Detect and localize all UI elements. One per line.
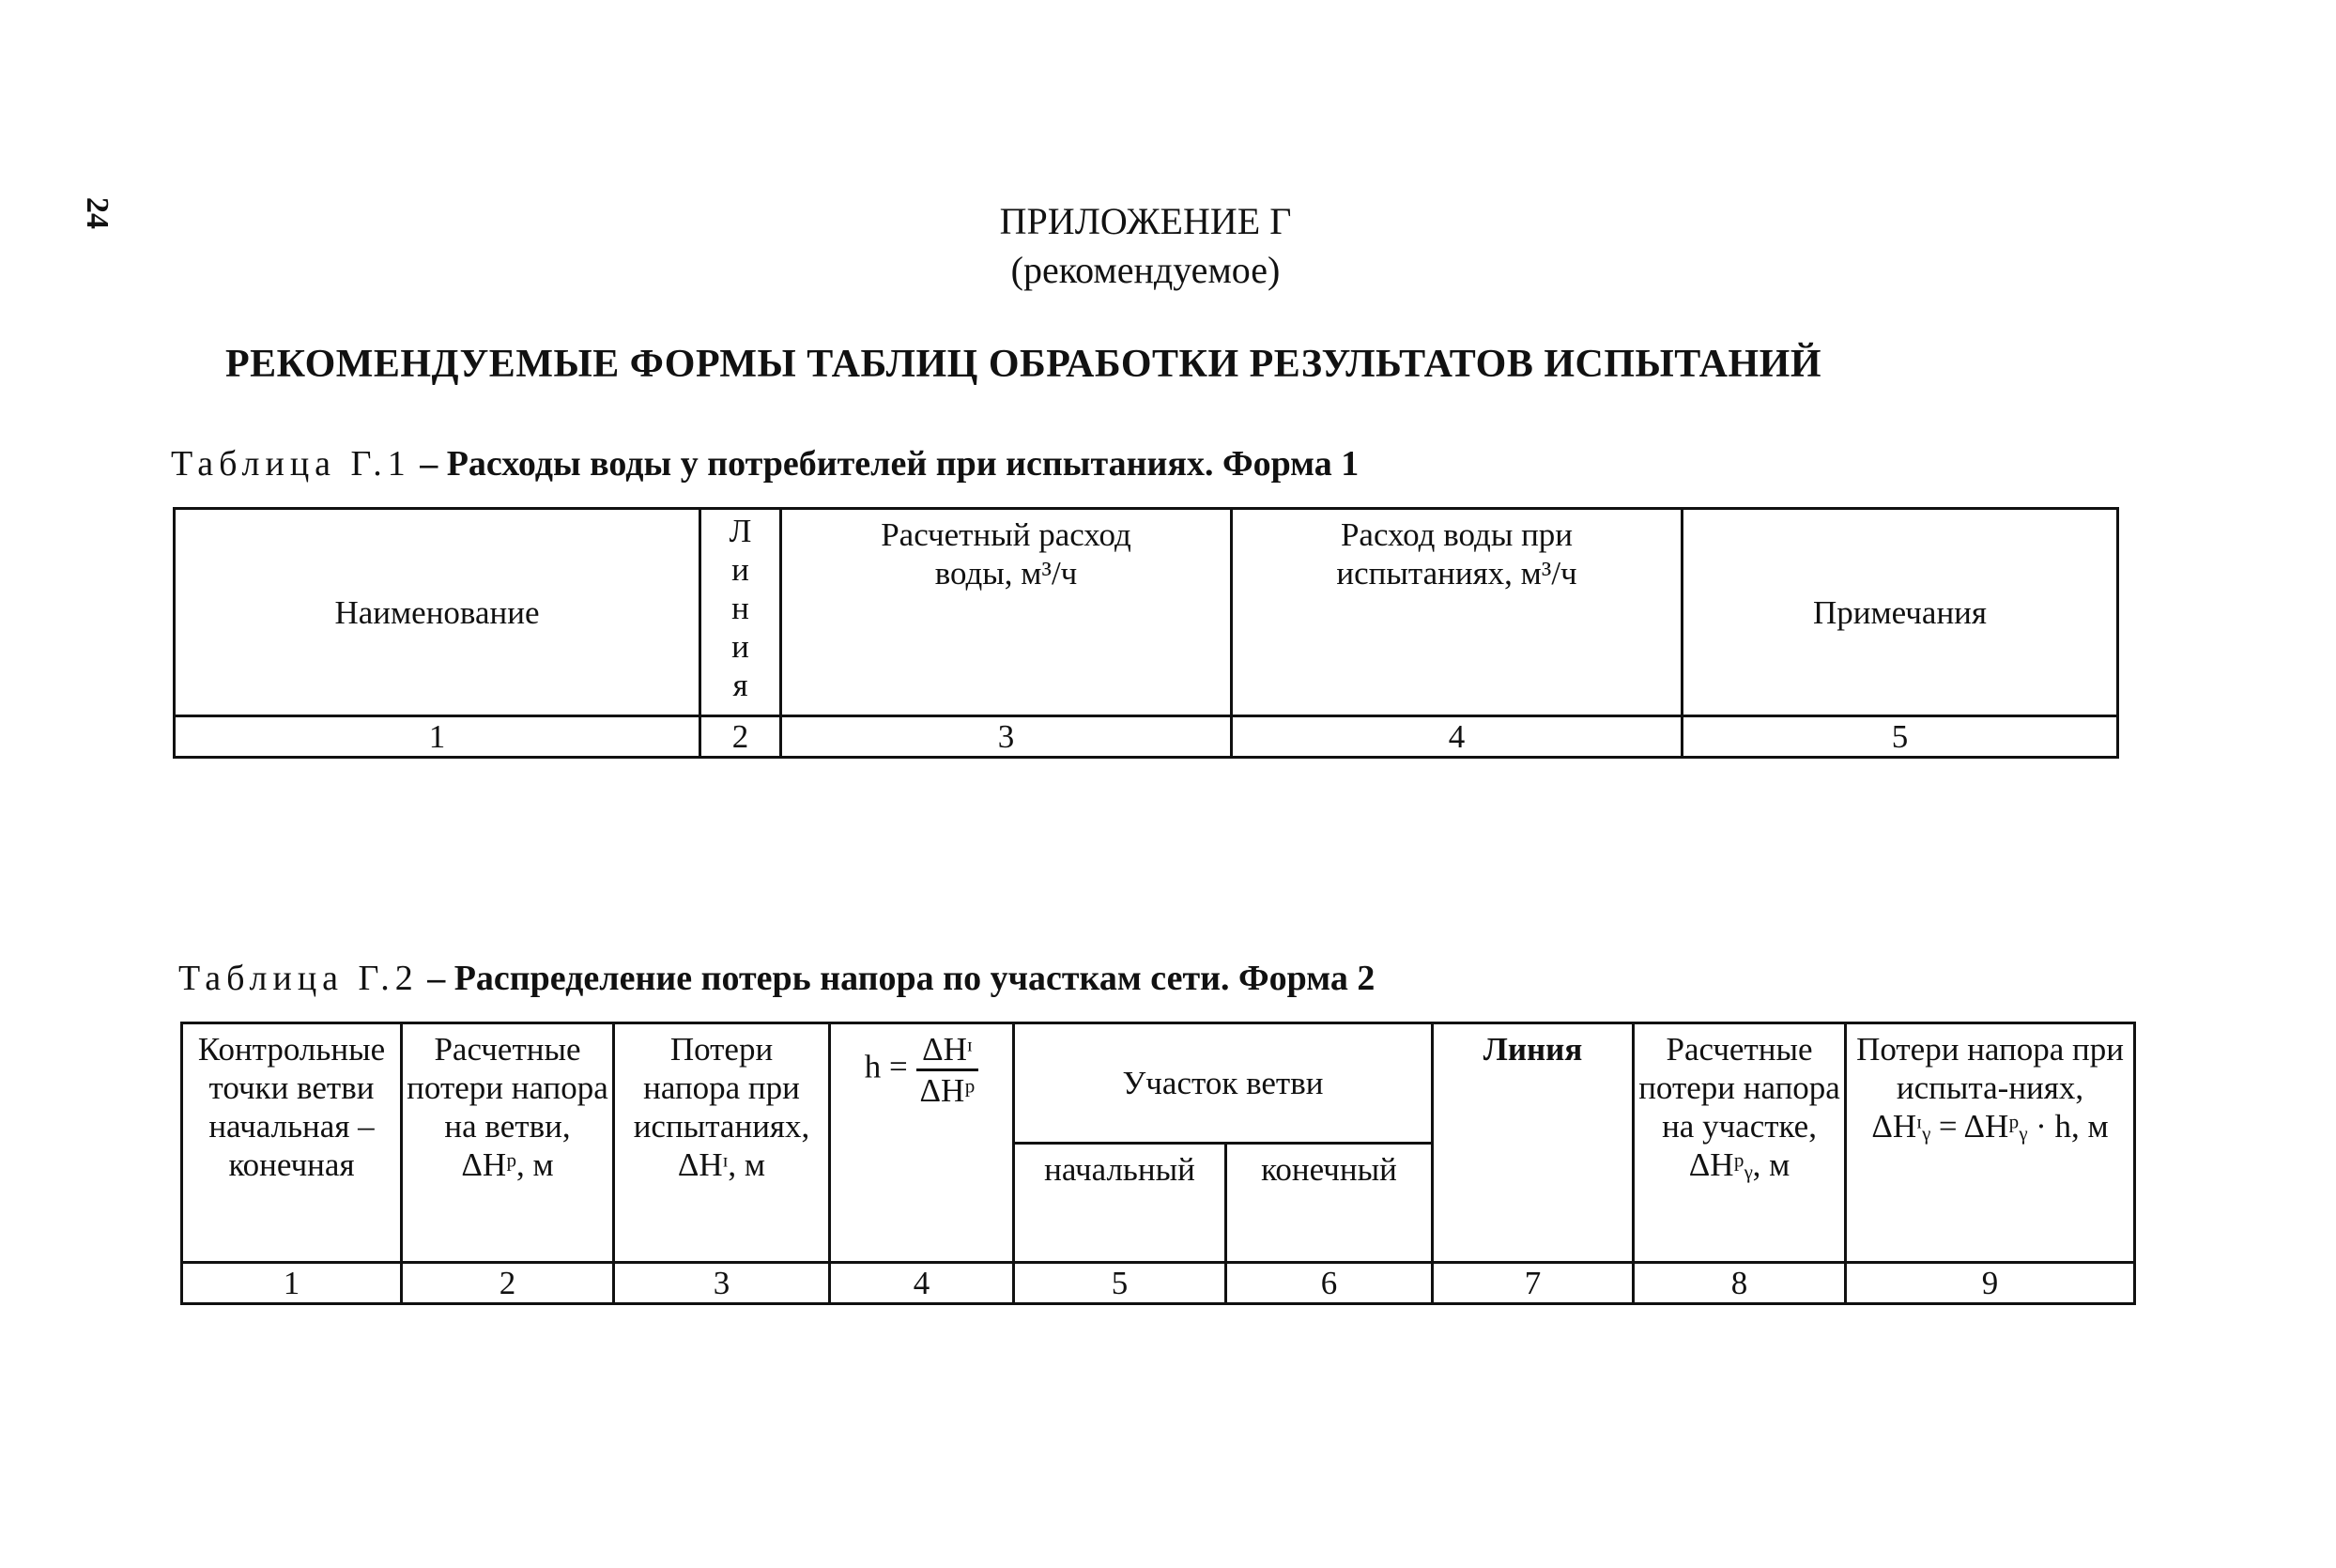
calc-loss-section-symbol: ΔHᵖᵧ, м bbox=[1688, 1146, 1790, 1183]
table1-header-notes: Примечания bbox=[1683, 509, 2118, 716]
table2-col-number: 7 bbox=[1433, 1263, 1634, 1304]
table2-caption bbox=[178, 958, 1375, 999]
page-number: 24 bbox=[80, 197, 115, 229]
line-letter: и bbox=[731, 628, 749, 665]
table1-col-number: 2 bbox=[700, 716, 781, 758]
table1-header-calc-flow: Расчетный расход воды, м³/ч bbox=[781, 509, 1232, 716]
table2-header-test-loss bbox=[614, 1023, 830, 1263]
table1-col-number: 3 bbox=[781, 716, 1232, 758]
table2-number-row bbox=[182, 1263, 2135, 1304]
table2-title: – Распределение потерь напора по участкам сети. Форма 2 bbox=[418, 959, 1375, 998]
table1-label: Таблица Г.1 bbox=[171, 444, 411, 484]
h-formula-prefix: h = bbox=[864, 1048, 908, 1085]
table1-col-number: 4 bbox=[1232, 716, 1683, 758]
appendix-subtitle: (рекомендуемое) bbox=[1010, 249, 1281, 291]
table2-header-section: Участок ветви bbox=[1014, 1023, 1433, 1144]
test-loss-section-formula: ΔHᶦᵧ = ΔHᵖᵧ · h, м bbox=[1871, 1108, 2109, 1145]
table2-col-number: 8 bbox=[1634, 1263, 1846, 1304]
calc-loss-branch-symbol: ΔHᵖ, м bbox=[461, 1146, 554, 1183]
table1 bbox=[173, 507, 2119, 759]
test-loss-section-text: Потери напора при испыта-ниях, bbox=[1856, 1031, 2124, 1106]
table2-header-test-loss-section bbox=[1846, 1023, 2135, 1263]
table2-header-calc-loss-section bbox=[1634, 1023, 1846, 1263]
table2-col-number: 5 bbox=[1014, 1263, 1226, 1304]
table2-col-number: 2 bbox=[402, 1263, 614, 1304]
table2-header-row bbox=[182, 1023, 2135, 1144]
table1-number-row bbox=[175, 716, 2118, 758]
table2-header-section-end: конечный bbox=[1226, 1143, 1433, 1263]
table2-header-calc-loss-branch bbox=[402, 1023, 614, 1263]
line-letter: и bbox=[731, 551, 749, 588]
table2-header-control-points: Контрольные точки ветви начальная – конечная bbox=[182, 1023, 402, 1263]
table2-header-h-ratio bbox=[830, 1023, 1014, 1263]
test-loss-text: Потери напора при испытаниях, bbox=[633, 1031, 810, 1145]
table2-col-number: 1 bbox=[182, 1263, 402, 1304]
table1-header-name: Наименование bbox=[175, 509, 700, 716]
table1-col-number: 5 bbox=[1683, 716, 2118, 758]
table2-label: Таблица Г.2 bbox=[178, 959, 419, 998]
line-letter: я bbox=[732, 667, 748, 703]
h-fraction bbox=[916, 1030, 979, 1110]
table2-col-number: 3 bbox=[614, 1263, 830, 1304]
table2-header-section-start: начальный bbox=[1014, 1143, 1226, 1263]
table2 bbox=[180, 1022, 2136, 1305]
table1-title: – Расходы воды у потребителей при испытаниях. Форма 1 bbox=[410, 444, 1360, 484]
table2-header-line: Линия bbox=[1433, 1023, 1634, 1263]
table1-header-row bbox=[175, 509, 2118, 716]
main-heading: РЕКОМЕНДУЕМЫЕ ФОРМЫ ТАБЛИЦ ОБРАБОТКИ РЕЗУЛЬТАТОВ ИСПЫТАНИЙ bbox=[225, 343, 1822, 386]
line-letter: н bbox=[731, 590, 749, 626]
table1-caption bbox=[171, 443, 1359, 484]
test-loss-symbol: ΔHᶦ, м bbox=[677, 1146, 766, 1183]
table2-col-number: 9 bbox=[1846, 1263, 2135, 1304]
h-numerator: ΔHᶦ bbox=[916, 1030, 979, 1071]
table1-header-line bbox=[700, 509, 781, 716]
line-letter: Л bbox=[729, 513, 752, 549]
table2-col-number: 4 bbox=[830, 1263, 1014, 1304]
appendix-title: ПРИЛОЖЕНИЕ Г bbox=[999, 200, 1292, 242]
table1-header-test-flow: Расход воды при испытаниях, м³/ч bbox=[1232, 509, 1683, 716]
table1-col-number: 1 bbox=[175, 716, 700, 758]
h-denominator: ΔHᵖ bbox=[919, 1072, 976, 1109]
table2-col-number: 6 bbox=[1226, 1263, 1433, 1304]
calc-loss-branch-text: Расчетные потери напора на ветви, bbox=[407, 1031, 608, 1145]
calc-loss-section-text: Расчетные потери напора на участке, bbox=[1638, 1031, 1840, 1145]
